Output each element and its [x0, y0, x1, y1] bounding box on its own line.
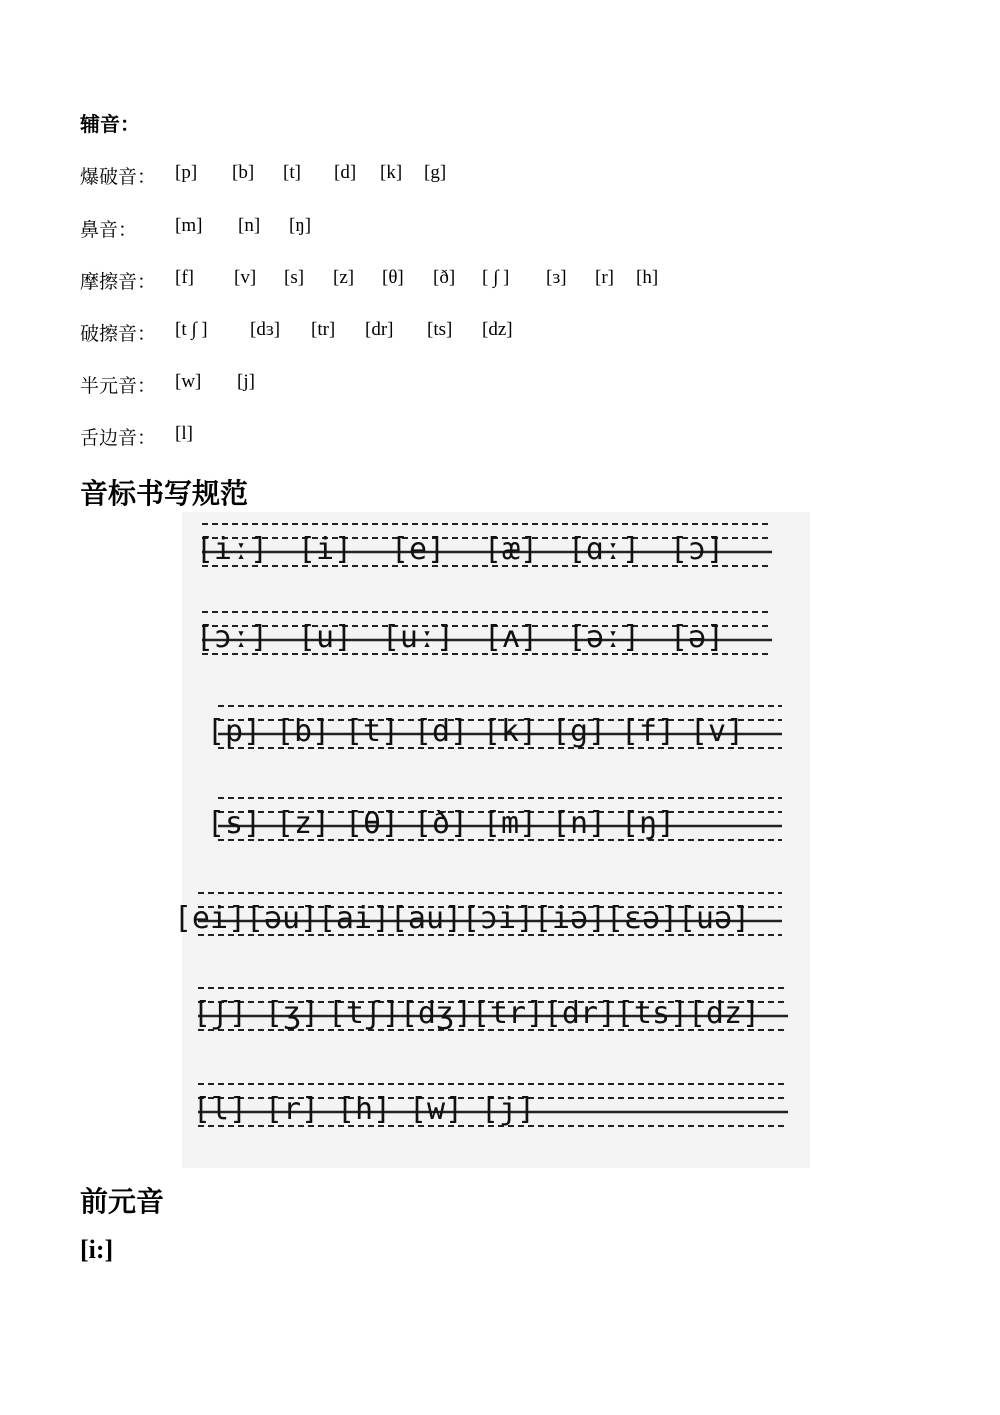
ipa-symbol: [v] — [234, 267, 257, 288]
handwritten-ipa-symbol: [uː] — [381, 620, 455, 655]
handwritten-ipa-symbol: [ʃ] — [192, 996, 248, 1031]
ipa-symbol: [t ∫ ] — [175, 319, 208, 340]
handwritten-ipa-symbol: [ɔi] — [461, 901, 535, 936]
ipa-symbol: [tr] — [311, 319, 336, 340]
ipa-symbol: [t] — [283, 162, 301, 183]
handwritten-ipa-symbol: [dz] — [687, 996, 761, 1031]
handwritten-ipa-symbol: [ei] — [173, 901, 247, 936]
handwritten-ipa-symbol: [ə] — [669, 620, 725, 655]
row-label: 半元音： — [80, 375, 157, 397]
ipa-symbol: [d] — [334, 162, 357, 183]
handwritten-ipa-symbol: [tʃ] — [327, 996, 401, 1031]
ipa-symbol: [k] — [380, 162, 403, 183]
handwritten-ipa-symbol: [l] — [192, 1092, 248, 1127]
handwritten-ipa-symbol: [z] — [275, 806, 331, 841]
ipa-writing-sheet — [173, 512, 810, 1168]
handwritten-ipa-symbol: [g] — [551, 714, 607, 749]
handwritten-ipa-symbol: [b] — [275, 714, 331, 749]
handwritten-ipa-symbol: [d] — [413, 714, 469, 749]
handwritten-ipa-symbol: [m] — [482, 806, 538, 841]
ipa-symbol: [b] — [232, 162, 255, 183]
first-vowel-symbol: [i:] — [80, 1235, 114, 1264]
ipa-symbol: [p] — [175, 162, 198, 183]
handwritten-ipa-symbol: [p] — [206, 714, 262, 749]
handwritten-ipa-symbol: [ai] — [317, 901, 391, 936]
row-label: 破擦音： — [80, 323, 157, 345]
handwritten-ipa-symbol: [i] — [297, 532, 353, 567]
ipa-symbol: [z] — [333, 267, 355, 288]
handwritten-ipa-symbol: [s] — [206, 806, 262, 841]
ipa-symbol: [r] — [595, 267, 614, 288]
handwritten-ipa-symbol: [ð] — [413, 806, 469, 841]
handwritten-ipa-symbol: [dr] — [543, 996, 617, 1031]
handwritten-ipa-symbol: [k] — [482, 714, 538, 749]
ipa-symbol: [h] — [636, 267, 659, 288]
handwritten-ipa-symbol: [ʌ] — [483, 620, 539, 655]
handwritten-ipa-symbol: [θ] — [344, 806, 400, 841]
row-label: 舌边音： — [80, 427, 157, 449]
ipa-symbol: [s] — [284, 267, 305, 288]
ipa-symbol: [ ∫ ] — [482, 267, 510, 288]
handwritten-ipa-symbol: [iː] — [195, 532, 269, 567]
handwritten-ipa-symbol: [əː] — [567, 620, 641, 655]
handwritten-ipa-symbol: [dʒ] — [399, 996, 473, 1031]
row-label: 摩擦音： — [80, 271, 157, 293]
ipa-symbol: [m] — [175, 215, 203, 236]
ipa-symbol: [ɜ] — [546, 267, 567, 288]
handwritten-ipa-symbol: [t] — [344, 714, 400, 749]
ipa-symbol: [θ] — [382, 267, 404, 288]
ipa-symbol: [j] — [237, 371, 255, 392]
ipa-symbol: [dz] — [482, 319, 513, 340]
handwritten-ipa-symbol: [u] — [297, 620, 353, 655]
ipa-symbol: [f] — [175, 267, 194, 288]
row-label: 爆破音： — [80, 166, 157, 188]
ipa-symbol: [w] — [175, 371, 202, 392]
handwritten-ipa-symbol: [əu] — [245, 901, 319, 936]
handwritten-ipa-symbol: [æ] — [483, 532, 539, 567]
ipa-symbol: [ts] — [427, 319, 453, 340]
handwritten-ipa-symbol: [ʒ] — [264, 996, 320, 1031]
handwritten-ipa-symbol: [uə] — [677, 901, 751, 936]
writing-title: 音标书写规范 — [80, 477, 249, 510]
ipa-symbol: [ð] — [433, 267, 456, 288]
handwritten-ipa-symbol: [ɔː] — [195, 620, 269, 655]
handwritten-ipa-symbol: [w] — [408, 1092, 464, 1127]
handwritten-ipa-symbol: [ɔ] — [669, 532, 725, 567]
ipa-symbol: [ŋ] — [289, 215, 312, 236]
ipa-symbol: [dɜ] — [250, 319, 281, 340]
handwritten-ipa-symbol: [e] — [390, 532, 446, 567]
handwritten-ipa-symbol: [tr] — [471, 996, 545, 1031]
ipa-symbol: [n] — [238, 215, 261, 236]
consonants-heading: 辅音： — [80, 112, 140, 136]
handwritten-ipa-symbol: [ŋ] — [620, 806, 676, 841]
handwritten-ipa-symbol: [j] — [480, 1092, 536, 1127]
handwritten-ipa-symbol: [h] — [336, 1092, 392, 1127]
handwritten-ipa-symbol: [r] — [264, 1092, 320, 1127]
handwritten-ipa-symbol: [au] — [389, 901, 463, 936]
row-label: 鼻音： — [80, 219, 138, 241]
handwritten-ipa-symbol: [iə] — [533, 901, 607, 936]
ipa-symbol: [dr] — [365, 319, 394, 340]
handwritten-ipa-symbol: [ts] — [615, 996, 689, 1031]
handwritten-ipa-symbol: [ɛə] — [605, 901, 679, 936]
handwritten-ipa-symbol: [n] — [551, 806, 607, 841]
front-vowels-title: 前元音 — [80, 1185, 165, 1218]
handwritten-ipa-symbol: [ɑː] — [567, 532, 641, 567]
ipa-symbol: [g] — [424, 162, 447, 183]
handwritten-ipa-symbol: [v] — [689, 714, 745, 749]
ipa-symbol: [l] — [175, 423, 193, 444]
handwritten-ipa-symbol: [f] — [620, 714, 676, 749]
